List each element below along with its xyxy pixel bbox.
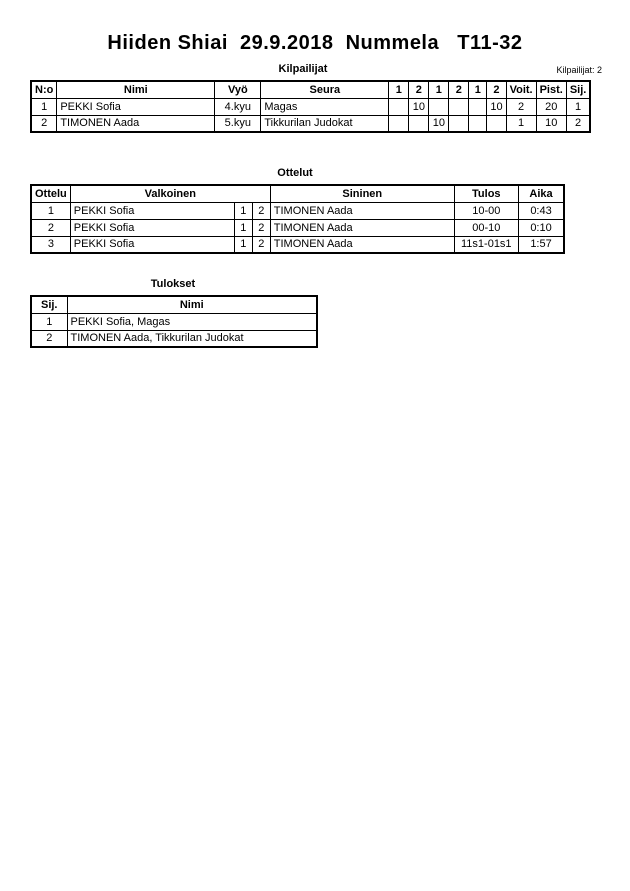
cell-score: 10 [429,115,449,132]
col-header-score-2: 2 [409,81,429,98]
competitors-header-row [31,81,590,98]
cell-belt: 4.kyu [215,98,261,115]
table-row [31,313,317,330]
cell-name: PEKKI Sofia [57,98,215,115]
cell-score: 10 [409,98,429,115]
results-header-row [31,296,317,313]
cell-score [469,98,487,115]
cell-belt: 5.kyu [215,115,261,132]
cell-match-no: 2 [31,219,70,236]
page-title: Hiiden Shiai 29.9.2018 Nummela T11-32 [107,32,523,54]
cell-place: 1 [31,313,67,330]
cell-score [469,115,487,132]
cell-score [429,98,449,115]
col-header-name: Nimi [57,81,215,98]
cell-name: PEKKI Sofia, Magas [67,313,317,330]
results-section-header [0,278,630,292]
cell-score: 10 [487,98,506,115]
cell-score [389,98,409,115]
col-header-match: Ottelu [31,185,70,202]
col-header-time: Aika [518,185,564,202]
cell-blue-flag: 2 [252,219,270,236]
cell-score [409,115,429,132]
cell-blue-flag: 2 [252,202,270,219]
cell-club: Magas [261,98,389,115]
table-row [31,115,590,132]
cell-match-no: 3 [31,236,70,253]
competitors-heading: Kilpailijat [278,63,328,75]
table-row [31,202,564,219]
cell-place: 1 [566,98,590,115]
cell-name: TIMONEN Aada [57,115,215,132]
cell-blue-flag: 2 [252,236,270,253]
col-header-score-4: 2 [449,81,469,98]
cell-white-flag: 1 [234,219,252,236]
cell-points: 10 [536,115,566,132]
col-header-result: Tulos [454,185,518,202]
cell-score [449,115,469,132]
cell-time: 0:43 [518,202,564,219]
matches-table [30,184,565,254]
cell-white-flag: 1 [234,236,252,253]
cell-place: 2 [566,115,590,132]
cell-name: TIMONEN Aada, Tikkurilan Judokat [67,330,317,347]
col-header-blue: Sininen [270,185,454,202]
cell-blue-name: TIMONEN Aada [270,202,454,219]
table-row [31,219,564,236]
cell-time: 1:57 [518,236,564,253]
col-header-name: Nimi [67,296,317,313]
col-header-place: Sij. [31,296,67,313]
cell-blue-name: TIMONEN Aada [270,236,454,253]
cell-time: 0:10 [518,219,564,236]
table-row [31,98,590,115]
cell-place: 2 [31,330,67,347]
cell-white-name: PEKKI Sofia [70,219,234,236]
col-header-score-3: 1 [429,81,449,98]
competitors-table [30,80,591,133]
table-row [31,330,317,347]
cell-result: 10-00 [454,202,518,219]
col-header-place: Sij. [566,81,590,98]
col-header-score-1: 1 [389,81,409,98]
col-header-score-5: 1 [469,81,487,98]
cell-match-no: 1 [31,202,70,219]
cell-white-flag: 1 [234,202,252,219]
cell-no: 2 [31,115,57,132]
matches-heading: Ottelut [277,167,313,179]
col-header-wins: Voit. [506,81,536,98]
cell-result: 00-10 [454,219,518,236]
table-row [31,236,564,253]
matches-header-row [31,185,564,202]
cell-result: 11s1-01s1 [454,236,518,253]
cell-white-name: PEKKI Sofia [70,236,234,253]
cell-no: 1 [31,98,57,115]
results-heading: Tulokset [150,278,196,290]
cell-wins: 1 [506,115,536,132]
cell-blue-name: TIMONEN Aada [270,219,454,236]
spacer [0,254,630,270]
cell-wins: 2 [506,98,536,115]
competitors-section-header [0,63,630,77]
spacer [0,133,630,159]
matches-section-header [0,167,630,181]
col-header-belt: Vyö [215,81,261,98]
results-table [30,295,318,348]
cell-score [487,115,506,132]
col-header-points: Pist. [536,81,566,98]
col-header-white: Valkoinen [70,185,270,202]
cell-score [449,98,469,115]
col-header-score-6: 2 [487,81,506,98]
cell-white-name: PEKKI Sofia [70,202,234,219]
cell-points: 20 [536,98,566,115]
col-header-club: Seura [261,81,389,98]
cell-score [389,115,409,132]
col-header-no: N:o [31,81,57,98]
competitor-count-label: Kilpailijat: 2 [556,65,602,75]
cell-club: Tikkurilan Judokat [261,115,389,132]
